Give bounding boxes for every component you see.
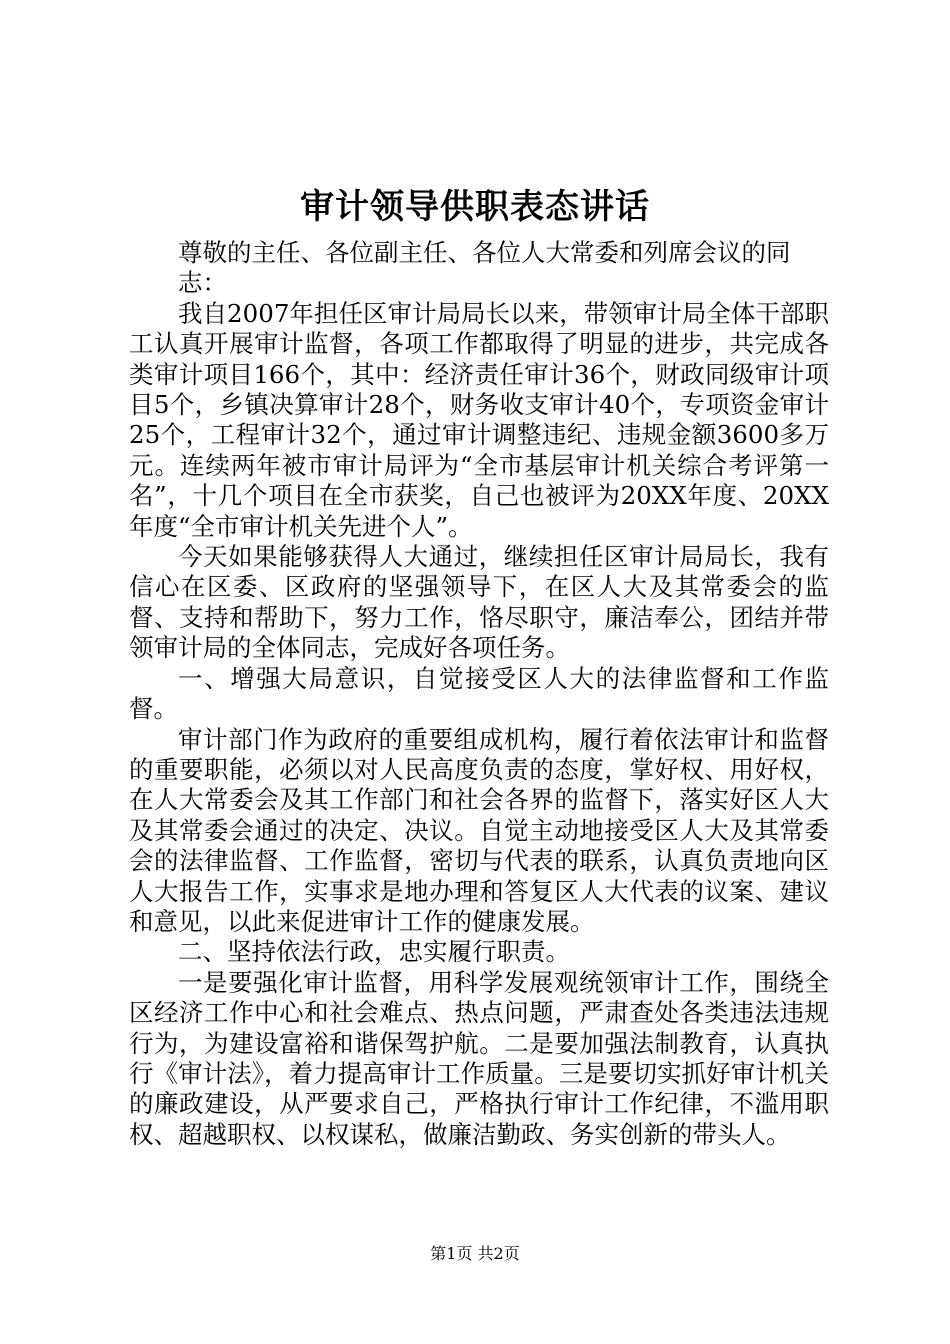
paragraph-commitment: 今天如果能够获得人大通过，继续担任区审计局局长，我有信心在区委、区政府的坚强领导下，在区人大及其常委会的监督、支持和帮助下，努力工作，恪尽职守，廉洁奉公，团结并带领审计局的全体同志，完成好各项任务。	[129, 542, 829, 663]
paragraph-duties: 一是要强化审计监督，用科学发展观统领审计工作，围绕全区经济工作中心和社会难点、热点问题，严肃查处各类违法违规行为，为建设富裕和谐保驾护航。二是要加强法制教育，认真执行《审计法》，着力提高审计工作质量。三是要切实抓好审计机关的廉政建设，从严要求自己，严格执行审计工作纪律，不滥用职权、超越职权、以权谋私，做廉洁勤政、务实创新的带头人。	[129, 967, 829, 1149]
paragraph-supervision: 审计部门作为政府的重要组成机构，履行着依法审计和监督的重要职能，必须以对人民高度负责的态度，掌好权、用好权，在人大常委会及其工作部门和社会各界的监督下，落实好区人大及其常委会通过的决定、决议。自觉主动地接受区人大及其常委会的法律监督、工作监督，密切与代表的联系，认真负责地向区人大报告工作，实事求是地办理和答复区人大代表的议案、建议和意见，以此来促进审计工作的健康发展。	[129, 724, 829, 936]
document-title: 审计领导供职表态讲话	[300, 187, 650, 227]
salutation: 尊敬的主任、各位副主任、各位人大常委和列席会议的同志：	[178, 238, 791, 298]
section-heading-2: 二、坚持依法行政，忠实履行职责。	[178, 937, 570, 967]
paragraph-achievements: 我自2007年担任区审计局局长以来，带领审计局全体干部职工认真开展审计监督，各项工作都取得了明显的进步，共完成各类审计项目166个，其中：经济责任审计36个，财政同级审计项目5个，乡镇决算审计28个，财务收支审计40个，专项资金审计25个，工程审计32个，通过审计调整违纪、违规金额3600多万元。连续两年被市审计局评为“全市基层审计机关综合考评第一名”，十几个项目在全市获奖，自己也被评为20XX年度、20XX年度“全市审计机关先进个人”。	[129, 298, 829, 541]
document-body	[129, 238, 829, 1150]
page-footer: 第1页 共2页	[430, 1244, 520, 1263]
section-heading-1: 一、增强大局意识，自觉接受区人大的法律监督和工作监督。	[129, 663, 829, 724]
